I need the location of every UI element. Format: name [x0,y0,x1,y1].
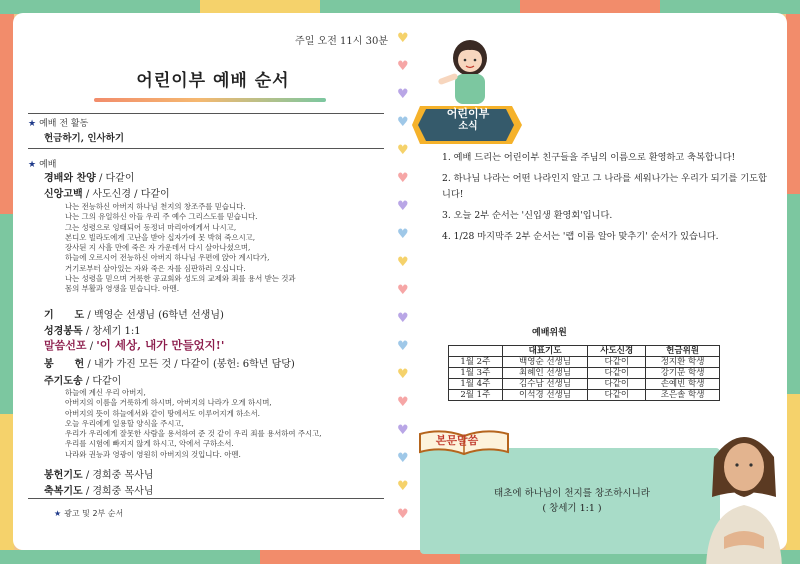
heart-icon: ♥ [397,339,409,354]
news-panel [412,22,782,542]
table-cell: 다같이 [588,357,646,368]
column-header [449,346,503,357]
heart-icon: ♥ [397,31,409,46]
service-time: 주일 오전 11시 30분 [295,36,388,47]
order-item-prayer: 기 도 / 백영순 선생님 (6학년 선생님) [44,310,224,321]
duty-title: 예배위원 [532,328,567,338]
heart-icon: ♥ [397,255,409,270]
divider [28,148,384,149]
table-cell: 이석경 선생님 [502,390,588,401]
heart-icon: ♥ [397,507,409,522]
heart-icon: ♥ [397,115,409,130]
heart-icon: ♥ [397,227,409,242]
heart-icon: ♥ [397,451,409,466]
table-cell: 손예빈 학생 [646,379,720,390]
table-cell: 2월 1주 [449,390,503,401]
table-row [449,379,720,390]
news-item: 3. 오늘 2부 순서는 '신입생 환영회'입니다. [442,210,613,221]
heart-icon: ♥ [397,395,409,410]
heart-icon: ♥ [397,479,409,494]
order-item-creed: 신앙고백 / 사도신경 / 다같이 [44,189,170,200]
heart-icon: ♥ [397,87,409,102]
table-cell: 1월 2주 [449,357,503,368]
heart-icon: ♥ [397,171,409,186]
heart-icon: ♥ [397,59,409,74]
news-item: 1. 예배 드리는 어린이부 친구들을 주님의 이름으로 환영하고 축복합니다! [442,152,736,163]
order-item-offering-prayer: 봉헌기도 / 경희중 목사님 [44,470,154,481]
apostles-creed: 나는 전능하신 아버지 하나님 천지의 창조주를 믿습니다. 나는 그의 유일하신 아들 우리 주 예수 그리스도를 믿습니다. 그는 성령으로 잉태되어 동정녀 마리아에게서 나시고, 본디오 빌라도에게 고난을 받아 십자가에 못 박혀 죽으시고, 장사된 지 사흘 만에 죽은 자 가운데서 다시 살아나셨으며, 하늘에 오르시어 전능하신 아버지 하나님 우편에 앉아 계시다가, 거기로부터 살아있는 자와 죽은 자를 심판하러 오십니다. 나는 성령을 믿으며 거룩한 공교회와 성도의 교제와 죄를 용서 받는 것과 몸의 부활과 영생을 믿습니다. 아멘. [65,202,296,294]
scripture-verse: 태초에 하나님이 천지를 창조하시니라 ( 창세기 1:1 ) [494,488,650,514]
column-header: 사도신경 [588,346,646,357]
table-cell: 백영순 선생님 [502,357,588,368]
star-icon: ★ [28,160,37,170]
table-cell: 1월 3주 [449,368,503,379]
girl-illustration [430,32,510,112]
divider [28,498,384,499]
announcement-note: ★ 광고 및 2부 순서 [54,509,124,518]
order-item-benediction: 축복기도 / 경희중 목사님 [44,486,154,497]
news-list [442,150,772,250]
pre-service-heading: ★ 예배 전 활동 [28,119,89,129]
heart-divider [393,28,413,538]
order-item-reading: 성경봉독 / 창세기 1:1 [44,326,141,337]
order-item-lords-prayer-song: 주기도송 / 다같이 [44,376,122,387]
table-cell: 정지환 학생 [646,357,720,368]
table-cell: 1월 4주 [449,379,503,390]
table-cell: 조은솔 학생 [646,390,720,401]
heart-icon: ♥ [397,199,409,214]
heart-icon: ♥ [397,311,409,326]
star-icon: ★ [54,509,62,518]
jesus-illustration [694,417,794,564]
order-item-worship: 경배와 찬양 / 다같이 [44,173,135,184]
table-cell: 다같이 [588,368,646,379]
duty-table [448,345,720,401]
table-header-row [449,346,720,357]
star-icon: ★ [28,119,37,129]
heart-icon: ♥ [397,423,409,438]
news-item: 2. 하나님 나라는 어떤 나라인지 알고 그 나라를 세워나가는 우리가 되기를 기도합니다! [442,173,767,200]
service-heading: ★ 예배 [28,160,57,170]
order-item-sermon: 말씀선포 / '이 세상, 내가 만들었지!' [44,338,225,352]
table-cell: 다같이 [588,379,646,390]
heart-icon: ♥ [397,143,409,158]
pre-service-activity: 헌금하기, 인사하기 [44,133,125,144]
lords-prayer: 하늘에 계신 우리 아버지, 아버지의 이름을 거룩하게 하시며, 아버지의 나라가 오게 하시며, 아버지의 뜻이 하늘에서와 같이 땅에서도 이루어지게 하소서. 오늘 우리에게 일용할 양식을 주시고, 우리가 우리에게 잘못한 사람을 용서하여 준 것 같이 우리 죄를 용서하여 주시고, 우리를 시험에 빠지지 않게 하시고, 악에서 구하소서. 나라와 권능과 영광이 영원히 아버지의 것입니다. 아멘. [65,388,322,459]
table-row [449,368,720,379]
table-cell: 다같이 [588,390,646,401]
column-header: 대표기도 [502,346,588,357]
order-item-offering: 봉 헌 / 내가 가진 모든 것 / 다같이 (봉헌: 6학년 담당) [44,359,295,370]
table-cell: 강기문 학생 [646,368,720,379]
divider [28,113,384,114]
page-title: 어린이부 예배 순서 [136,71,290,91]
column-header: 헌금위원 [646,346,720,357]
table-row [449,390,720,401]
heart-icon: ♥ [397,283,409,298]
table-cell: 김수남 선생님 [502,379,588,390]
title-underline [94,98,326,102]
service-order-panel [28,22,388,532]
scripture-label: 본문말씀 [435,434,479,447]
news-badge-label: 어린이부 소식 [446,107,490,132]
news-item: 4. 1/28 마지막주 2부 순서는 '랩 이름 알아 맞추기' 순서가 있습니다. [442,231,719,242]
table-row [449,357,720,368]
heart-icon: ♥ [397,367,409,382]
table-cell: 최혜인 선생님 [502,368,588,379]
